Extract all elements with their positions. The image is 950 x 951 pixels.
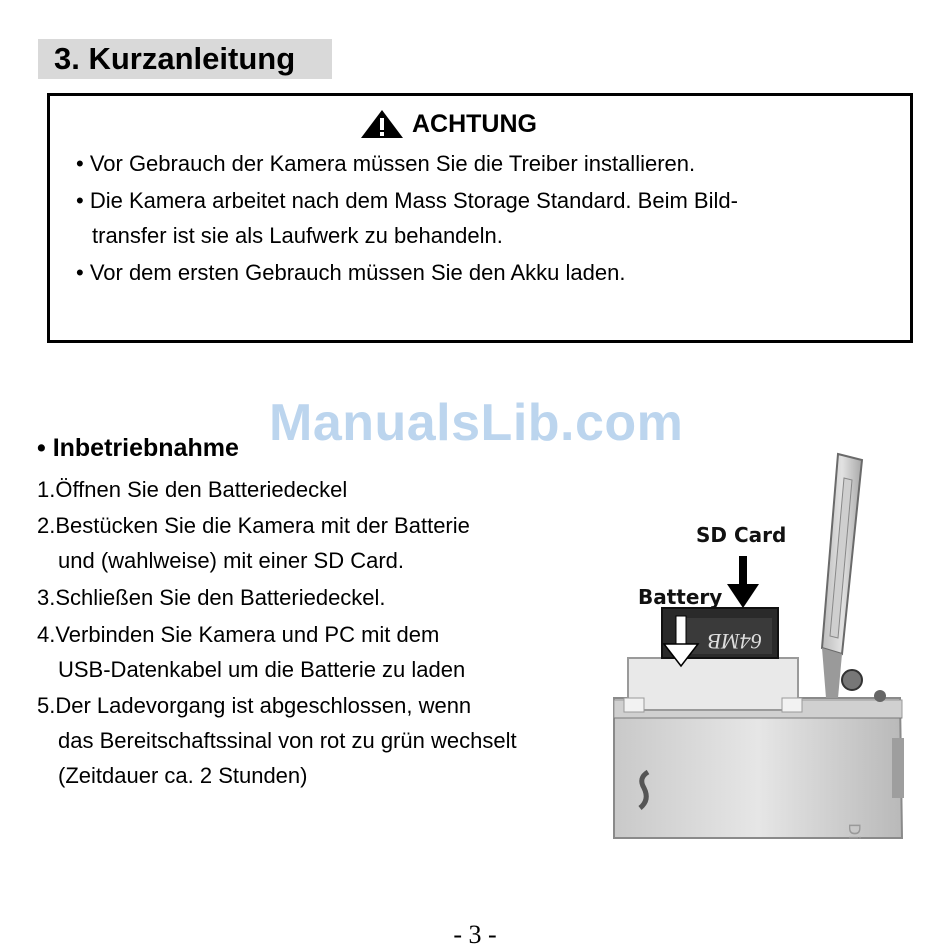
inbetriebnahme-title: • Inbetriebnahme <box>37 434 239 462</box>
warning-item: • Die Kamera arbeitet nach dem Mass Storage Standard. Beim Bild- <box>76 188 738 213</box>
page-number: - 3 - <box>453 920 497 949</box>
section-title: 3. Kurzanleitung <box>38 39 332 79</box>
sd-card-label: SD Card <box>696 523 787 547</box>
step-line: 2.Bestücken Sie die Kamera mit der Batterie <box>37 513 470 538</box>
step-line-continued: das Bereitschaftssinal von rot zu grün wechselt <box>58 728 517 753</box>
step-line: 5.Der Ladevorgang ist abgeschlossen, wenn <box>37 693 472 718</box>
warning-box <box>47 93 913 343</box>
step-line: 3.Schließen Sie den Batteriedeckel. <box>37 585 386 610</box>
watermark: ManualsLib.com <box>269 394 684 452</box>
battery-label: Battery <box>638 585 723 609</box>
warning-item-continued: transfer ist sie als Laufwerk zu behandeln. <box>92 223 503 248</box>
step-line: 4.Verbinden Sie Kamera und PC mit dem <box>37 622 440 647</box>
camera-figure <box>600 448 910 840</box>
step-line: 1.Öffnen Sie den Batteriedeckel <box>37 477 348 502</box>
warning-item: • Vor Gebrauch der Kamera müssen Sie die Treiber installieren. <box>76 151 696 176</box>
sd-card-capacity: 64MB <box>708 629 762 654</box>
svg-text:Digi: Digi <box>845 823 864 840</box>
warning-item: • Vor dem ersten Gebrauch müssen Sie den Akku laden. <box>76 260 626 285</box>
warning-heading-text: ACHTUNG <box>412 109 537 138</box>
warning-heading <box>360 108 537 140</box>
step-line-continued: USB-Datenkabel um die Batterie zu laden <box>58 657 466 682</box>
step-line-continued: (Zeitdauer ca. 2 Stunden) <box>58 763 308 788</box>
step-line-continued: und (wahlweise) mit einer SD Card. <box>58 548 405 573</box>
warning-triangle-icon <box>360 109 404 139</box>
